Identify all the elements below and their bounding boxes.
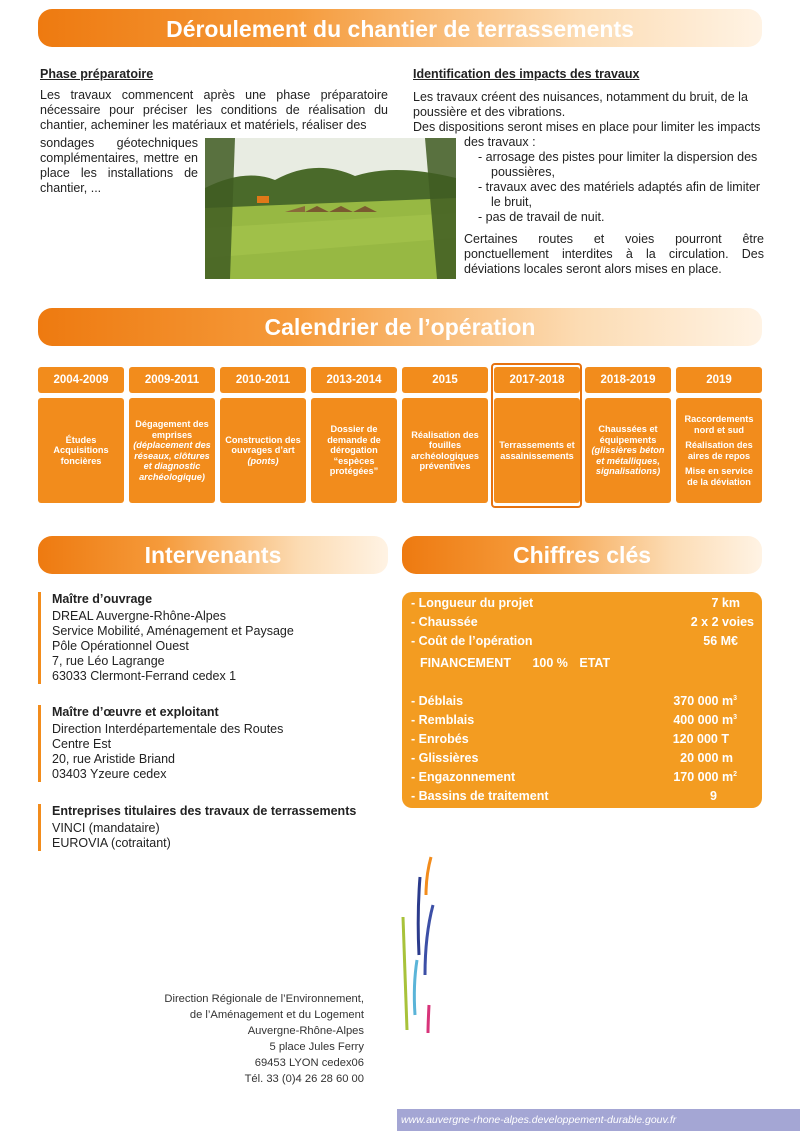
- intervenants-title: Intervenants: [38, 536, 388, 574]
- kf-value: 2 x 2 voies: [690, 615, 754, 629]
- address-line: Centre Est: [52, 737, 112, 751]
- list-item: - pas de travail de nuit.: [478, 210, 605, 224]
- address-line: Direction Interdépartementale des Routes: [52, 722, 284, 736]
- kf-value: 7 km: [711, 596, 740, 610]
- key-figure-row: [411, 694, 762, 713]
- calendar-step: [676, 398, 762, 503]
- address-line: Tél. 33 (0)4 26 28 60 00: [244, 1073, 364, 1085]
- kf-label: - Longueur du projet: [411, 596, 534, 610]
- address-line: de l’Aménagement et du Logement: [189, 1009, 364, 1021]
- key-figure-row: [411, 596, 762, 615]
- step-main: Raccordements nord et sud: [684, 414, 754, 435]
- step-main: Réalisation des fouilles archéologiques préventives: [411, 429, 479, 471]
- financing-who: ETAT: [579, 656, 611, 670]
- address-line: Service Mobilité, Aménagement et Paysage: [52, 624, 294, 638]
- step-extra: Réalisation des aires de repos: [685, 440, 753, 461]
- address-line: 20, rue Aristide Briand: [52, 752, 175, 766]
- address-line: 69453 LYON cedex06: [254, 1057, 364, 1069]
- kf-value: 120 000 T: [672, 732, 729, 746]
- calendar-year: 2018-2019: [585, 367, 671, 393]
- calendar-year: 2010-2011: [220, 367, 306, 393]
- key-figure-row: [411, 751, 762, 770]
- calendar-title: Calendrier de l’opération: [38, 308, 762, 346]
- prep-heading: Phase préparatoire: [40, 67, 154, 81]
- impacts-measures-a: Des dispositions seront mises en place pour limiter les impacts: [413, 120, 761, 134]
- financing-label: FINANCEMENT: [420, 656, 511, 670]
- key-figures-panel: [402, 592, 762, 808]
- financing-pct: 100 %: [532, 656, 568, 670]
- step-main: Chaussées et équipements: [598, 424, 658, 445]
- calendar-step: [585, 398, 671, 503]
- address-line: Direction Régionale de l’Environnement,: [164, 993, 364, 1005]
- kf-value: 370 000 $m^3$: [673, 694, 737, 708]
- impacts-heading: Identification des impacts des travaux: [413, 67, 640, 81]
- step-sub: (glissières béton et métalliques, signalisations): [591, 445, 665, 477]
- impacts-bullet-list: [478, 150, 764, 225]
- intervenant-block: [38, 592, 294, 684]
- impacts-closing: Certaines routes et voies pourront être ponctuellement interdites à la circulation. Des déviations locales seront alors mises en place.: [464, 232, 764, 276]
- kf-label: - Chaussée: [411, 615, 478, 629]
- key-figure-row: [411, 615, 762, 634]
- step-sub: (déplacement des réseaux, clôtures et diagnostic archéologique): [133, 440, 211, 482]
- step-sub: (ponts): [247, 455, 279, 466]
- list-item: - arrosage des pistes pour limiter la dispersion des poussières,: [478, 150, 758, 179]
- kf-value: 20 000 m: [680, 751, 733, 765]
- kf-label: - Glissières: [411, 751, 479, 765]
- kf-value: 170 000 $m^2$: [673, 770, 737, 784]
- calendar-year: 2004-2009: [38, 367, 124, 393]
- impacts-intro: Les travaux créent des nuisances, notamment du bruit, de la poussière et des vibrations.: [413, 90, 748, 119]
- dreal-logo-icon: [395, 855, 445, 1035]
- step-main: Terrassements et assainissements: [499, 440, 575, 461]
- address-line: 63033 Clermont-Ferrand cedex 1: [52, 669, 237, 683]
- impacts-measures-b: des travaux :: [464, 135, 536, 149]
- step-extra: Mise en service de la déviation: [685, 466, 753, 487]
- key-figure-row: [411, 634, 762, 653]
- footer-address: [164, 991, 364, 1087]
- calendar-step: [220, 398, 306, 503]
- key-figure-row: [411, 713, 762, 732]
- calendar-step: [129, 398, 215, 503]
- calendar-year: 2017-2018: [494, 367, 580, 393]
- intervenant-heading: Entreprises titulaires des travaux de terrassements: [52, 804, 357, 818]
- calendar-step: [402, 398, 488, 503]
- kf-label: - Déblais: [411, 694, 464, 708]
- calendar-year: 2015: [402, 367, 488, 393]
- step-main: Dégagement des emprises: [135, 419, 209, 440]
- intervenant-heading: Maître d’ouvrage: [52, 592, 153, 606]
- kf-label: - Engazonnement: [411, 770, 516, 784]
- address-line: 03403 Yzeure cedex: [52, 767, 167, 781]
- kf-label: - Coût de l’opération: [411, 634, 533, 648]
- calendar-step: [494, 398, 580, 503]
- address-line: DREAL Auvergne-Rhône-Alpes: [52, 609, 226, 623]
- kf-label: - Remblais: [411, 713, 475, 727]
- step-main: Construction des ouvrages d’art: [225, 434, 301, 456]
- prep-text-full: Les travaux commencent après une phase préparatoire nécessaire pour préciser les conditions de réalisation du chantier, acheminer les matériaux et matériels, réaliser des: [40, 88, 388, 132]
- kf-value: 400 000 $m^3$: [673, 713, 737, 727]
- construction-site-photo: [205, 138, 456, 279]
- page-title: Déroulement du chantier de terrassements: [38, 9, 762, 47]
- calendar-year: 2013-2014: [311, 367, 397, 393]
- step-main: Dossier de demande de dérogation “espèces protégées”: [327, 424, 381, 477]
- website-link[interactable]: www.auvergne-rhone-alpes.developpement-durable.gouv.fr: [397, 1109, 800, 1131]
- calendar-year: 2019: [676, 367, 762, 393]
- key-figures-title: Chiffres clés: [402, 536, 762, 574]
- key-figure-row: [411, 789, 762, 808]
- intervenant-block: [38, 705, 283, 782]
- kf-value: 9: [710, 789, 717, 803]
- list-item: - travaux avec des matériels adaptés afin de limiter le bruit,: [478, 180, 761, 209]
- company-line: EUROVIA (cotraitant): [52, 836, 171, 850]
- financing-row: [420, 656, 762, 675]
- address-line: 7, rue Léo Lagrange: [52, 654, 165, 668]
- calendar-year: 2009-2011: [129, 367, 215, 393]
- kf-value: 56 M€: [703, 634, 738, 648]
- address-line: Auvergne-Rhône-Alpes: [247, 1025, 364, 1037]
- address-line: 5 place Jules Ferry: [269, 1041, 364, 1053]
- address-line: Pôle Opérationnel Ouest: [52, 639, 189, 653]
- calendar-step: [38, 398, 124, 503]
- intervenant-block: [38, 804, 356, 851]
- step-main: Études Acquisitions foncières: [53, 434, 109, 466]
- calendar-step: [311, 398, 397, 503]
- key-figure-row: [411, 732, 762, 751]
- kf-label: - Enrobés: [411, 732, 469, 746]
- prep-text-narrow: sondages géotechniques complémentaires, mettre en place les installations de chantier, ...: [40, 136, 198, 195]
- kf-label: - Bassins de traitement: [411, 789, 549, 803]
- key-figure-row: [411, 770, 762, 789]
- intervenant-heading: Maître d’œuvre et exploitant: [52, 705, 219, 719]
- company-line: VINCI (mandataire): [52, 821, 160, 835]
